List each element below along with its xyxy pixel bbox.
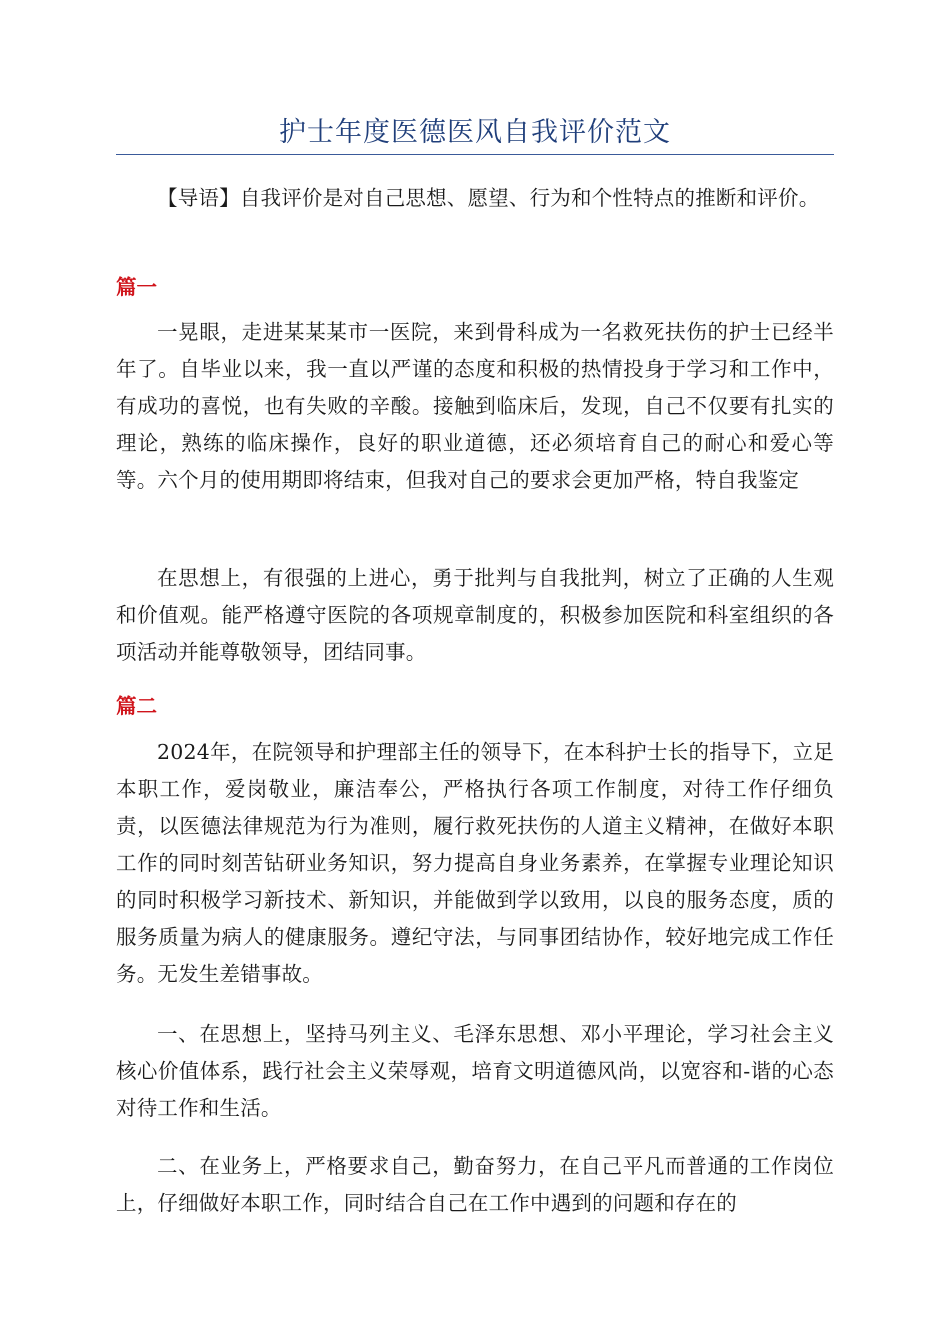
document-title: 护士年度医德医风自我评价范文 <box>279 117 671 148</box>
section-1-paragraph-1: 一晃眼，走进某某某市一医院，来到骨科成为一名救死扶伤的护士已经半年了。自毕业以来，我一直以严谨的态度和积极的热情投身于学习和工作中，有成功的喜悦，也有失败的辛酸。接触到临床后，发现，自己不仅要有扎实的理论，熟练的临床操作，良好的职业道德，还必须培育自己的耐心和爱心等等。六个月的使用期即将结束，但我对自己的要求会更加严格，特自我鉴定 <box>116 320 834 492</box>
section-1-paragraph-2: 在思想上，有很强的上进心，勇于批判与自我批判，树立了正确的人生观和价值观。能严格遵守医院的各项规章制度的，积极参加医院和科室组织的各项活动并能尊敬领导，团结同事。 <box>116 566 834 664</box>
section-heading-2: 篇二 <box>116 694 157 718</box>
section-heading-1: 篇一 <box>116 275 157 299</box>
section-2-paragraph-1: 2024年，在院领导和护理部主任的领导下，在本科护士长的指导下，立足本职工作，爱岗敬业，廉洁奉公，严格执行各项工作制度，对待工作仔细负责，以医德法律规范为行为准则，履行救死扶伤的人道主义精神，在做好本职工作的同时刻苦钻研业务知识，努力提高自身业务素养，在掌握专业理论知识的同时积极学习新技术、新知识，并能做到学以致用，以良的服务态度，质的服务质量为病人的健康服务。遵纪守法，与同事团结协作，较好地完成工作任务。无发生差错事故。 <box>116 740 834 986</box>
title-underline <box>116 154 834 155</box>
section-2-paragraph-2: 一、在思想上，坚持马列主义、毛泽东思想、邓小平理论，学习社会主义核心价值体系，践行社会主义荣辱观，培育文明道德风尚，以宽容和-谐的心态对待工作和生活。 <box>116 1022 834 1120</box>
section-2-paragraph-3: 二、在业务上，严格要求自己，勤奋努力，在自己平凡而普通的工作岗位上，仔细做好本职工作，同时结合自己在工作中遇到的问题和存在的 <box>116 1154 834 1215</box>
intro-paragraph: 【导语】自我评价是对自己思想、愿望、行为和个性特点的推断和评价。 <box>157 186 820 210</box>
